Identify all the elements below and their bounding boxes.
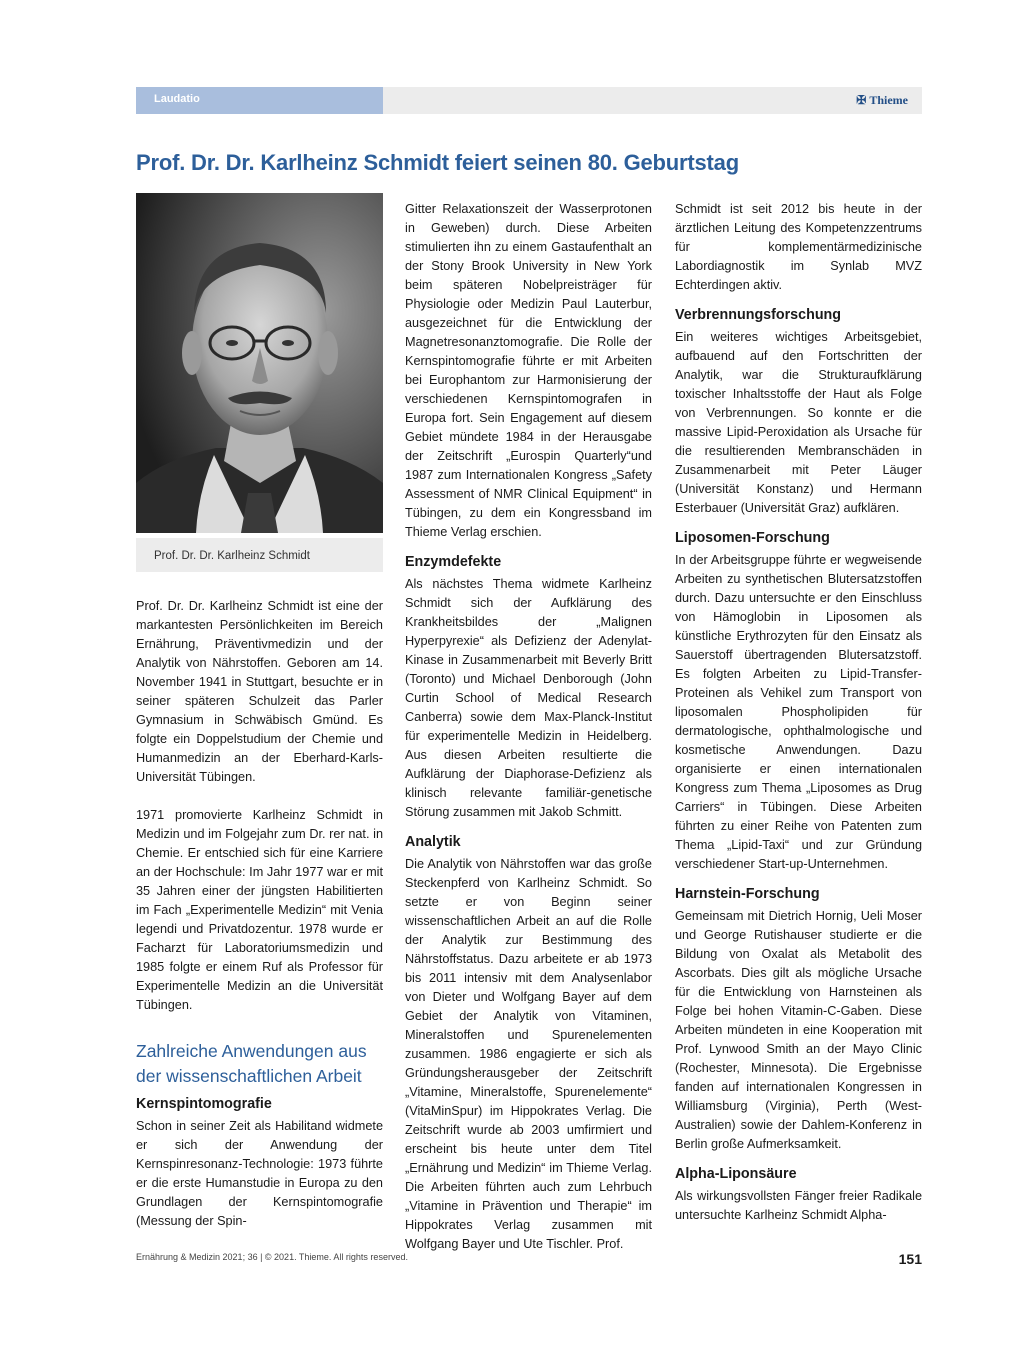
subheading-enzymdefekte: Enzymdefekte [405, 554, 502, 570]
subheading-alpha-liponsaeure: Alpha-Liponsäure [675, 1166, 797, 1182]
enzym-paragraph: Als nächstes Thema widmete Karlheinz Schmidt sich der Aufklärung des Krankheitsbildes der „Malignen Hyperpyrexie“ als Defizienz der Adenylat-Kinase in Zusammenarbeit mit Beverly Britt (Toronto) und Michael Denborough (John Curtin School of Medical Research Canberra) sowie dem Max-Planck-Institut für experimentelle Medizin in Heidelberg. Aus diesen Arbeiten resultierte die Aufklärung der Diaphorase-Defizienz als klinisch relevante familiär-genetische Störung zusammen mit Jakob Schmitt. [405, 577, 652, 819]
publisher-logo [856, 93, 908, 108]
journal-citation: Ernährung & Medizin 2021; 36 | © 2021. Thieme. All rights reserved. [136, 1252, 408, 1262]
liposomen-paragraph: In der Arbeitsgruppe führte er wegweisende Arbeiten zu synthetischen Blutersatzstoffen durch. Dazu untersuchte er den Einschluss von Hämoglobin in Liposomen als künstliche Erythrozyten für den Einsatz als Sauerstoff übertragenden Blutersatzstoff. Es folgten Arbeiten zu Lipid-Transfer-Proteinen als Vehikel zum Transport von liposomalen Phospholipiden für dermatologische, ophthalmologische und kosmetische Anwendungen. Dazu organisierte er einen internationalen Kongress zum Thema „Liposomes as Drug Carriers“ in Tübingen. Diese Arbeiten führten zu einer Reihe von Patenten zum Thema „Lipid-Taxi“ und zur Gründung verschiedener Start-up-Unternehmen. [675, 553, 922, 871]
subheading-kernspintomografie: Kernspintomografie [136, 1096, 272, 1112]
alpha-paragraph: Als wirkungsvollsten Fänger freier Radikale untersuchte Karlheinz Schmidt Alpha- [675, 1189, 922, 1222]
verbrennung-paragraph: Ein weiteres wichtiges Arbeitsgebiet, aufbauend auf den Fortschritten der Analytik, war die Strukturaufklärung toxischer Inhaltsstoffe der Haut als Folge von Verbrennungen. So konnte er die massive Lipid-Peroxidation als Ursache für die resultierenden Membranschäden in Zusammenarbeit mit Peter Läuger (Universität Konstanz) und Hermann Esterbauer (Universität Graz) aufklären. [675, 330, 922, 515]
column-3 [675, 200, 922, 1225]
harnstein-paragraph: Gemeinsam mit Dietrich Hornig, Ueli Moser und George Rutishauser studierte er die Bildung von Oxalat als Metabolit des Ascorbats. Dies gilt als mögliche Ursache für die Entwicklung von Harnsteinen als Folge bei hohen Vitamin-C-Gaben. Diese Arbeiten mündeten in eine Kooperation mit Prof. Lynwood Smith an der Mayo Clinic (Rochester, Minnesota). Die Ergebnisse fanden auf internationalen Kongressen in Williamsburg (Virginia), Perth (West-Australien) sowie der Dahlem-Konferenz in Berlin große Aufmerksamkeit. [675, 909, 922, 1151]
subheading-analytik: Analytik [405, 834, 461, 850]
career-paragraph: 1971 promovierte Karlheinz Schmidt in Medizin und im Folgejahr zum Dr. rer nat. in Chemie. Er entschied sich für eine Karriere an der Hochschule: Im Jahr 1977 war er mit 35 Jahren einer der jüngsten Habilitierten im Fach „Experimentelle Medizin“ mit Venia legendi und Privatdozentur. 1978 wurde er Facharzt für Laboratoriumsmedizin und 1985 folgte er einem Ruf als Professor für Experimentelle Medizin an die Universität Tübingen. [136, 808, 383, 1012]
kernspin-paragraph-cont: Gitter Relaxationszeit der Wasserprotonen in Geweben) durch. Diese Arbeiten stimulierten ihn zu einem Gastaufenthalt an der Stony Brook University in New York beim späteren Nobelpreisträger für Physiologie oder Medizin Paul Lauterbur, ausgezeichnet für die Entwicklung der Magnetresonanztomografie. Die Rolle der Kernspintomografie führte er mit Arbeiten bei Europhantom zur Harmonisierung der verschiedenen Kernspintomografen in Europa fort. Sein Engagement auf diesem Gebiet mündete 1984 in der Herausgabe der Zeitschrift „Eurospin Quarterly“und 1987 zum Internationalen Kongress „Safety Assessment of NMR Clinical Equipment“ in Tübingen, zu dem ein Kongressband im Thieme Verlag erschien. [405, 202, 652, 539]
analytik-paragraph: Die Analytik von Nährstoffen war das große Steckenpferd von Karlheinz Schmidt. So setzte er von Beginn seiner wissenschaftlichen Arbeit an auf die Rolle der Analytik zur Bestimmung des Nährstoffstatus. Dazu arbeitete er ab 1973 bis 2011 intensiv mit dem Analysenlabor von Dieter und Wolfgang Bayer auf dem Gebiet der Analytik von Vitaminen, Mineralstoffen und Spurenelementen zusammen. 1986 engagierte er sich als Gründungsherausgeber der Zeitschrift „Vitamine, Mineralstoffe, Spurenelemente“ (VitaMinSpur) im Hippokrates Verlag. Die Zeitschrift wurde ab 2003 umfirmiert und erscheint bis heute unter dem Titel „Ernährung und Medizin“ im Thieme Verlag. Die Arbeiten führten auch zum Lehrbuch „Vitamine in Prävention und Therapie“ im Hippokrates Verlag zusammen mit Wolfgang Bayer und Ute Tischler. Prof. [405, 857, 652, 1251]
article-title: Prof. Dr. Dr. Karlheinz Schmidt feiert seinen 80. Geburtstag [136, 150, 739, 175]
page-number: 151 [898, 1251, 922, 1267]
intro-paragraph: Prof. Dr. Dr. Karlheinz Schmidt ist eine der markantesten Persönlichkeiten im Bereich Ernährung, Präventivmedizin und der Analytik von Nährstoffen. Geboren am 14. November 1941 in Stuttgart, besuchte er in seiner späteren Schulzeit das Parler Gymnasium in Schwäbisch Gmünd. Es folgte ein Doppelstudium der Chemie und Humanmedizin an der Eberhard-Karls-Universität Tübingen. [136, 599, 383, 784]
kernspin-paragraph: Schon in seiner Zeit als Habilitand widmete er sich der Anwendung der Kernspinresonanz-Technologie: 1973 führte er die erste Humanstudie in Europa zu den Grundlagen der Kernspintomografie (Messung der Spin- [136, 1119, 383, 1228]
running-header [136, 87, 922, 114]
publisher-name: Thieme [869, 93, 908, 107]
column-2 [405, 200, 652, 1254]
section-tab [136, 87, 383, 114]
analytik-paragraph-cont: Schmidt ist seit 2012 bis heute in der ärztlichen Leitung des Kompetenzzentrums für komplementärmedizinische Labordiagnostik im Synlab MVZ Echterdingen aktiv. [675, 202, 922, 292]
section-heading: Zahlreiche Anwendungen aus der wissenschaftlichen Arbeit [136, 1041, 367, 1086]
column-1 [136, 200, 383, 1231]
subheading-verbrennungsforschung: Verbrennungsforschung [675, 307, 842, 323]
section-label: Laudatio [154, 93, 200, 105]
subheading-liposomen: Liposomen-Forschung [675, 530, 830, 546]
caption-text: Prof. Dr. Dr. Karlheinz Schmidt [154, 550, 310, 562]
subheading-harnstein: Harnstein-Forschung [675, 886, 820, 902]
thieme-crest-icon: ✠ [856, 93, 867, 107]
